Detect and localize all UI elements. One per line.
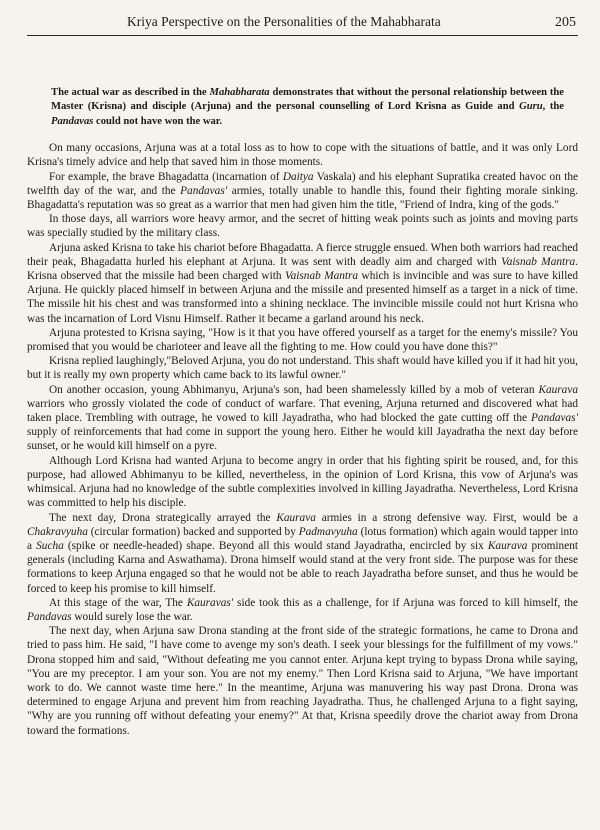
text-run: armies in a strong defensive way. First, would be a bbox=[315, 511, 578, 524]
abstract-italic: Guru bbox=[519, 101, 543, 113]
abstract-italic: Mahabharata bbox=[209, 87, 270, 98]
text-run: (circular formation) backed and supported by bbox=[87, 525, 299, 538]
body-text bbox=[27, 141, 578, 738]
text-run: warriors who grossly violated the code of conduct of warfare. That evening, Arjuna returned and discovered what had taken place. Trembling with outrage, he vowed to kill Jayadratha, who had blocked the gate cutting off the bbox=[27, 397, 578, 425]
italic-term: Daitya bbox=[282, 170, 314, 183]
abstract-text: could not have won the war. bbox=[93, 115, 223, 127]
paragraph bbox=[27, 511, 578, 596]
italic-term: Kauravas' bbox=[186, 596, 234, 609]
text-run: (spike or needle-headed) shape. Beyond all this would stand Jayadratha, encircled by six bbox=[63, 539, 488, 552]
text-run: On another occasion, young Abhimanyu, Arjuna's son, had been shamelessly killed by a mob of veteran bbox=[49, 383, 539, 396]
abstract-text: The actual war as described in the bbox=[51, 87, 210, 98]
page-number: 205 bbox=[555, 15, 576, 30]
text-run: Arjuna asked Krisna to take his chariot before Bhagadatta. A fierce struggle ensued. When both warriors had reached their peak, Bhagadatta hurled his elephant at Arjuna. It was sent with deadly aim and charged with bbox=[27, 241, 578, 268]
italic-term: Padmavyuha bbox=[298, 525, 358, 538]
text-run: would surely lose the war. bbox=[71, 610, 193, 623]
text-run: At this stage of the war, The bbox=[49, 596, 187, 609]
text-run: supply of reinforcements that had come in support the young hero. Either he would kill Jayadratha the next day before sunset, or he would kill himself on a pyre. bbox=[27, 426, 578, 453]
text-run: armies, totally unable to handle this, found their fighting morale sinking. Bhagadatta's reputation was so great as a warrior that men had given him the title, "Friend of Indra, king of the gods." bbox=[27, 184, 578, 212]
text-run: Vaskala) and his elephant Supratika created havoc on the twelfth day of the war, and the bbox=[27, 170, 578, 197]
paragraph: Krisna replied laughingly,"Beloved Arjuna, you do not understand. This shaft would have killed you if it had hit you, but it is really my own property which came back to its lawful owner." bbox=[27, 355, 578, 382]
paragraph: In those days, all warriors wore heavy armor, and the secret of hitting weak points such as joints and moving parts was specially studied by the military class. bbox=[27, 213, 578, 240]
abstract-text: demonstrates that without the personal relationship between the Master (Krisna) and disciple (Arjuna) and the personal counselling of Lord Krisna as Guide and bbox=[51, 87, 564, 113]
paragraph: Arjuna protested to Krisna saying, "How is it that you have offered yourself as a target for the enemy's missile? You promised that you would be charioteer and leave all the fighting to me. How could you have done this?" bbox=[27, 326, 578, 354]
italic-term: Kaurava bbox=[487, 539, 528, 552]
text-run: which is invincible and was sure to have killed Arjuna. He quickly placed himself in between Arjuna and the missile and presented himself as a target in a nick of time. The missile hit his chest and was transformed into a shining necklace. The invincible missile could not hurt Krisna who was the incarnation of Lord Visnu Himself. Rather it became a garland around his neck. bbox=[27, 270, 578, 325]
text-run: side took this as a challenge, for if Arjuna was forced to kill himself, the bbox=[233, 596, 579, 609]
text-run: For example, the brave Bhagadatta (incarnation of bbox=[49, 170, 283, 183]
italic-term: Vaisnab Mantra bbox=[501, 255, 576, 268]
italic-term: Pandavas' bbox=[531, 412, 578, 425]
paragraph bbox=[27, 383, 578, 454]
italic-term: Pandavas' bbox=[180, 184, 228, 197]
paragraph: The next day, when Arjuna saw Drona standing at the front side of the strategic formations, he came to Drona and tried to pass him. He said, "I have come to avenge my son's death. I seek your blessings for the fulfillment of my vows." Drona stopped him and said, "Without defeating me you cannot enter. Arjuna kept trying to bypass Drona while saying, "You are my preceptor. I am your son. You are not my enemy." Then Lord Krisna said to Arjuna, "We have important work to do. We cannot waste time here." In the meantime, Arjuna was manuvering his way past Drona. Drona was determined to engage Arjuna and prevent him from reaching Jayadratha. Thus, he challenged Arjuna to a fight saying, "Why are you running off without defeating your enemy?" At that, Krisna speedily drove the chariot away from Drona toward the formations. bbox=[27, 625, 578, 737]
italic-term: Kaurava bbox=[538, 383, 578, 396]
text-run: prominent generals (including Karna and Aswathama). Drona himself would stand at the very front side. The purpose was for these formations to keep Arjuna engaged so that he would not be able to reach Jayadratha before sunset, and thus he would be forced to keep his promise to kill himself. bbox=[27, 539, 578, 595]
paragraph bbox=[27, 170, 578, 213]
paragraph: On many occasions, Arjuna was at a total loss as to how to cope with the situations of battle, and it was only Lord Krisna's timely advice and help that saved him in those moments. bbox=[27, 142, 578, 169]
italic-term: Pandavas bbox=[27, 610, 72, 623]
paragraph bbox=[27, 241, 578, 326]
chapter-abstract bbox=[51, 86, 564, 129]
italic-term: Kaurava bbox=[276, 511, 316, 524]
italic-term: Sucha bbox=[36, 539, 64, 552]
running-header bbox=[27, 14, 578, 36]
abstract-text: , the bbox=[542, 101, 565, 113]
paragraph: Although Lord Krisna had wanted Arjuna to become angry in order that his fighting spirit be roused, and, for this purpose, had allowed Abhimanyu to be killed, nevertheless, in the opinion of Lord Krisna, this vow of Arjuna's was whimsical. Arjuna had no knowledge of the subtle complexities involved in killing Jayadratha. Nevertheless, Lord Krisna was committed to help his disciple. bbox=[27, 454, 578, 510]
text-run: (lotus formation) which again would tapper into a bbox=[27, 525, 578, 552]
italic-term: Vaisnab Mantra bbox=[284, 270, 359, 283]
text-run: . Krisna observed that the missile had been charged with bbox=[27, 255, 578, 283]
running-title: Kriya Perspective on the Personalities of the Mahabharata bbox=[127, 14, 441, 29]
paragraph bbox=[27, 596, 578, 624]
text-run: The next day, Drona strategically arrayed the bbox=[49, 511, 277, 524]
italic-term: Chakravyuha bbox=[27, 525, 88, 538]
abstract-italic: Pandavas bbox=[51, 115, 94, 127]
